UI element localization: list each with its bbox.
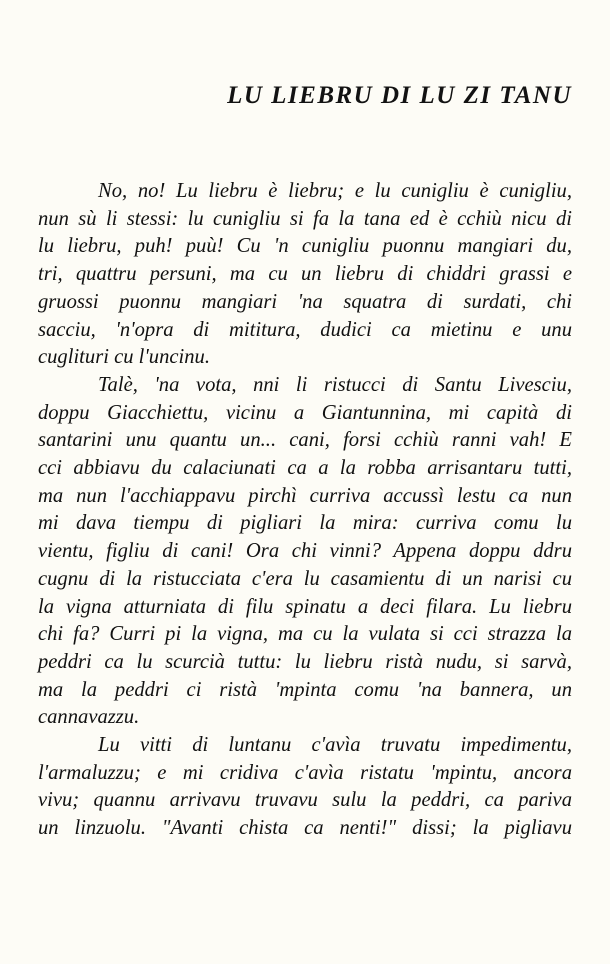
- text-line: l'armaluzzu; e mi cridiva c'avìa ristatu 'mpintu, ancora: [38, 761, 572, 784]
- chapter-title: LU LIEBRU DI LU ZI TANU: [227, 82, 572, 109]
- text-line: cugliturі cu l'uncinu.: [38, 346, 210, 369]
- text-line: tri, quattru persuni, ma cu un liebru di chiddri grassi e: [38, 263, 572, 286]
- text-line: ma nun l'acchiappavu pirchì curriva accussì lestu ca nun: [38, 484, 572, 507]
- text-line: nun sù li stessi: lu cunigliu si fa la tana ed è cchiù nicu di: [38, 207, 572, 230]
- text-line: cugnu di la ristucciata c'era lu casamientu di un narisi cu: [38, 567, 572, 590]
- text-line: la vigna atturniata di filu spinatu a deci filara. Lu liebru: [38, 595, 572, 618]
- text-line: ma la peddri ci ristà 'mpinta comu 'na bannera, un: [38, 678, 572, 701]
- text-line: chi fa? Curri pi la vigna, ma cu la vulata si cci strazza la: [38, 623, 572, 646]
- text-line: Lu vitti di luntanu c'avìa truvatu impedimentu,: [98, 734, 572, 757]
- text-line: No, no! Lu liebru è liebru; e lu cunigliu è cunigliu,: [98, 180, 572, 202]
- text-line: doppu Giacchiettu, vicinu a Giantunnina, mi capità di: [38, 401, 572, 424]
- text-line: mi dava tiempu di pigliari la mira: curriva comu lu: [38, 512, 572, 535]
- text-line: un linzuolu. "Avanti chista ca nenti!" dissi; la pigliavu: [38, 817, 572, 840]
- text-line: lu liebru, puh! puù! Cu 'n cunigliu puonnu mangiari du,: [38, 235, 572, 258]
- text-line: gruossi puonnu mangiari 'na squatra di surdati, chi: [38, 290, 572, 313]
- text-line: cannavazzu.: [38, 706, 140, 729]
- text-line: vivu; quannu arrivavu truvavu sulu la peddri, ca pariva: [38, 789, 572, 812]
- paragraph-1: [38, 178, 572, 372]
- story-text: [38, 178, 572, 843]
- text-line: vientu, figliu di cani! Ora chi vinni? Appena doppu ddru: [38, 540, 572, 563]
- text-line: sacciu, 'n'opra di mititura, dudici ca mietinu e unu: [38, 318, 572, 341]
- paragraph-2: [38, 372, 572, 732]
- text-line: cci abbiavu du calaciunati ca a la robba arrisantaru tutti,: [38, 457, 572, 480]
- text-line: peddri ca lu scurcià tuttu: lu liebru ristà nudu, si sarvà,: [38, 650, 572, 673]
- text-line: Talè, 'na vota, nni li ristucci di Santu Livesciu,: [98, 373, 572, 396]
- paragraph-3: [38, 732, 572, 843]
- text-line: santarini unu quantu un... cani, forsi cchiù ranni vah! E: [38, 429, 572, 452]
